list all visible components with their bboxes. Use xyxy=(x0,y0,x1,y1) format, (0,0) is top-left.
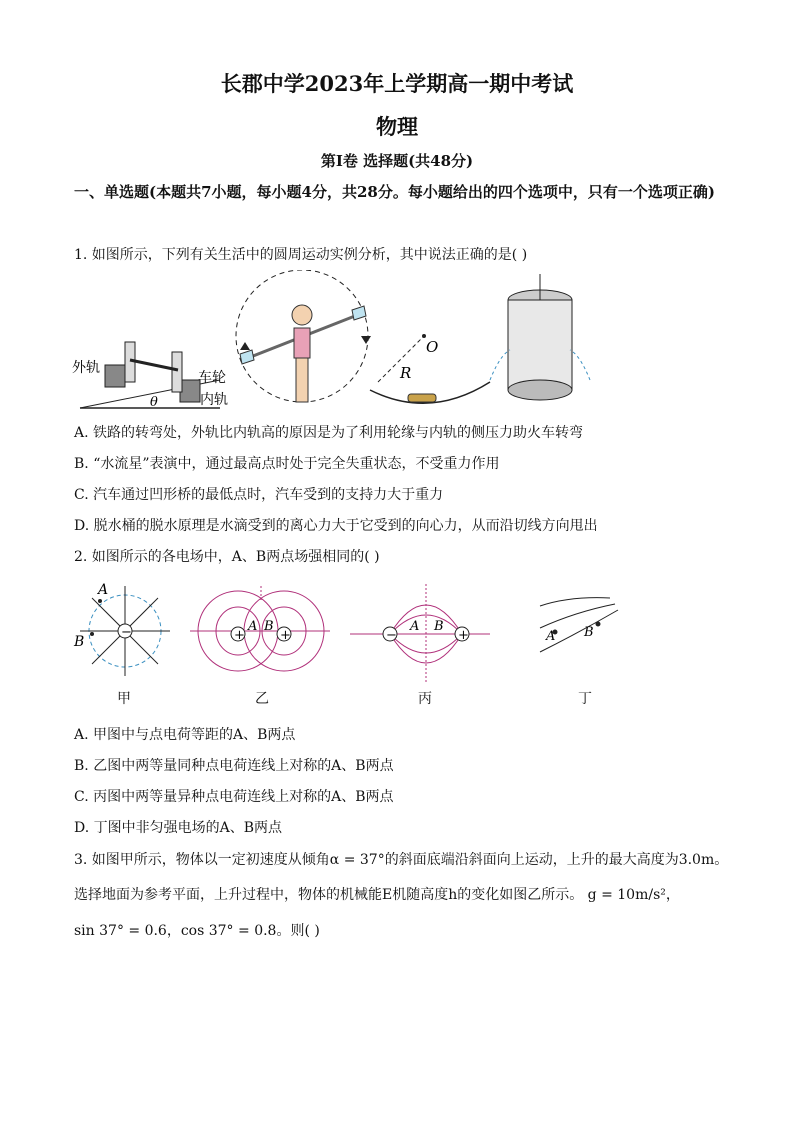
label-A-ding: A xyxy=(546,629,556,644)
spin-dryer-figure xyxy=(490,274,590,400)
q3-line-1: 3. 如图甲所示，物体以一定初速度从倾角α = 37°的斜面底端沿斜面向上运动，上升的最大高度为3.0m。 xyxy=(74,852,729,868)
q1-option-d: D. 脱水桶的脱水原理是水滴受到的离心力大于它受到的向心力，从而沿切线方向甩出 xyxy=(74,518,598,534)
q2-option-d: D. 丁图中非匀强电场的A、B两点 xyxy=(74,820,283,836)
concave-bridge-figure xyxy=(370,334,490,403)
charge-plus-yi-left: + xyxy=(234,628,245,643)
label-A-yi: A xyxy=(248,619,258,634)
exam-title: 长郡中学2023年上学期高一期中考试 xyxy=(220,71,574,96)
caption-ding: 丁 xyxy=(578,691,592,707)
label-wheel: 车轮 xyxy=(198,370,226,386)
charge-plus-bing: + xyxy=(458,628,469,643)
label-A-bing: A xyxy=(410,619,420,634)
q1-option-a: A. 铁路的转弯处，外轨比内轨高的原因是为了利用轮缘与内轨的侧压力助火车转弯 xyxy=(74,425,584,441)
caption-bing: 丙 xyxy=(418,691,432,707)
label-theta: θ xyxy=(150,395,158,410)
label-R: R xyxy=(400,364,412,382)
q2-option-b: B. 乙图中两等量同种点电荷连线上对称的A、B两点 xyxy=(74,758,394,774)
label-B-jia: B xyxy=(74,634,85,650)
part-title: 第Ⅰ卷 选择题(共48分) xyxy=(320,152,474,170)
label-B-bing: B xyxy=(434,619,444,634)
label-inner-rail: 内轨 xyxy=(200,392,228,408)
railway-curve-figure xyxy=(72,342,228,410)
q1-option-c: C. 汽车通过凹形桥的最低点时，汽车受到的支持力大于重力 xyxy=(74,487,444,503)
section-heading: 一、单选题(本题共7小题，每小题4分，共28分。每小题给出的四个选项中，只有一个选项正确) xyxy=(74,183,715,201)
caption-yi: 乙 xyxy=(255,691,269,707)
water-meteor-figure xyxy=(236,270,371,402)
q2-option-a: A. 甲图中与点电荷等距的A、B两点 xyxy=(74,727,296,743)
field-jia xyxy=(73,582,170,676)
q2-stem: 2. 如图所示的各电场中，A、B两点场强相同的( ) xyxy=(74,549,380,565)
field-yi xyxy=(190,586,330,671)
subject-title: 物理 xyxy=(376,114,418,139)
q3-line-2: 选择地面为参考平面，上升过程中，物体的机械能E机随高度h的变化如图乙所示。 g = 10m/s²， xyxy=(74,887,680,903)
label-A-jia: A xyxy=(98,582,109,598)
charge-minus-bing: − xyxy=(386,628,397,643)
charge-plus-yi-right: + xyxy=(280,628,291,643)
q3-line-3: sin 37° = 0.6，cos 37° = 0.8。则( ) xyxy=(74,923,320,939)
q2-option-c: C. 丙图中两等量异种点电荷连线上对称的A、B两点 xyxy=(74,789,394,805)
label-outer-rail: 外轨 xyxy=(72,360,100,376)
caption-jia: 甲 xyxy=(117,691,131,707)
q2-figures xyxy=(70,576,630,686)
q1-figure xyxy=(70,270,620,415)
q1-option-b: B. “水流星”表演中，通过最高点时处于完全失重状态，不受重力作用 xyxy=(74,456,500,472)
label-B-ding: B xyxy=(584,625,594,640)
label-O: O xyxy=(426,338,439,356)
field-bing xyxy=(350,584,490,684)
q1-stem: 1. 如图所示，下列有关生活中的圆周运动实例分析，其中说法正确的是( ) xyxy=(74,247,528,263)
charge-minus-jia: − xyxy=(121,625,132,640)
label-B-yi: B xyxy=(264,619,274,634)
